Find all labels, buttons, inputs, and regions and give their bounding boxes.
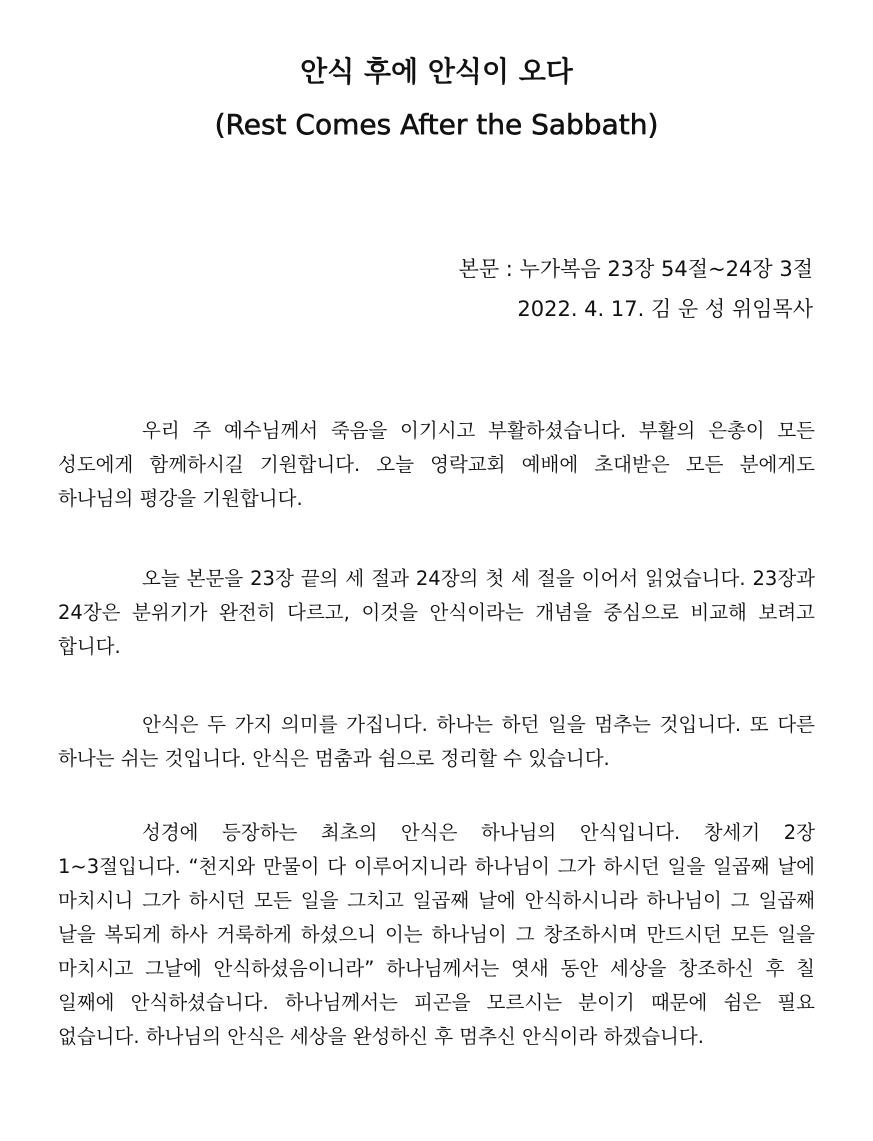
sermon-title: 안식 후에 안식이 오다	[300, 55, 573, 88]
scripture-reference: 본문 : 누가복음 23장 54절~24장 3절	[458, 257, 813, 281]
sermon-subtitle: (Rest Comes After the Sabbath)	[214, 108, 659, 141]
paragraph: 안식은 두 가지 의미를 가집니다. 하나는 하던 일을 멈추는 것입니다. 또 다른 하나는 쉬는 것입니다. 안식은 멈춤과 쉼으로 정리할 수 있습니다.	[58, 713, 815, 770]
paragraph: 오늘 본문을 23장 끝의 세 절과 24장의 첫 세 절을 이어서 읽었습니다. 23장과 24장은 분위기가 완전히 다르고, 이것을 안식이라는 개념을 중심으로 비교해 보려고 합니다.	[58, 567, 815, 658]
date-author: 2022. 4. 17. 김 운 성 위임목사	[517, 297, 813, 321]
paragraph: 우리 주 예수님께서 죽음을 이기시고 부활하셨습니다. 부활의 은총이 모든 성도에게 함께하시길 기원합니다. 오늘 영락교회 예배에 초대받은 모든 분에게도 하나님의 평강을 기원합니다.	[58, 419, 815, 510]
paragraph: 성경에 등장하는 최초의 안식은 하나님의 안식입니다. 창세기 2장 1~3절입니다. “천지와 만물이 다 이루어지니라 하나님이 그가 하시던 일을 일곱째 날에 마치시니 그가 하시던 모든 일을 그치고 일곱째 날에 안식하시니라 하나님이 그 일곱째 날을 복되게 하사 거룩하게 하셨으니 이는 하나님이 그 창조하시며 만드시던 모든 일을 마치시고 그날에 안식하셨음이니라” 하나님께서는 엿새 동안 세상을 창조하신 후 칠 일째에 안식하셨습니다. 하나님께서는 피곤을 모르시는 분이기 때문에 쉼은 필요 없습니다. 하나님의 안식은 세상을 완성하신 후 멈추신 안식이라 하겠습니다.	[58, 821, 815, 1048]
